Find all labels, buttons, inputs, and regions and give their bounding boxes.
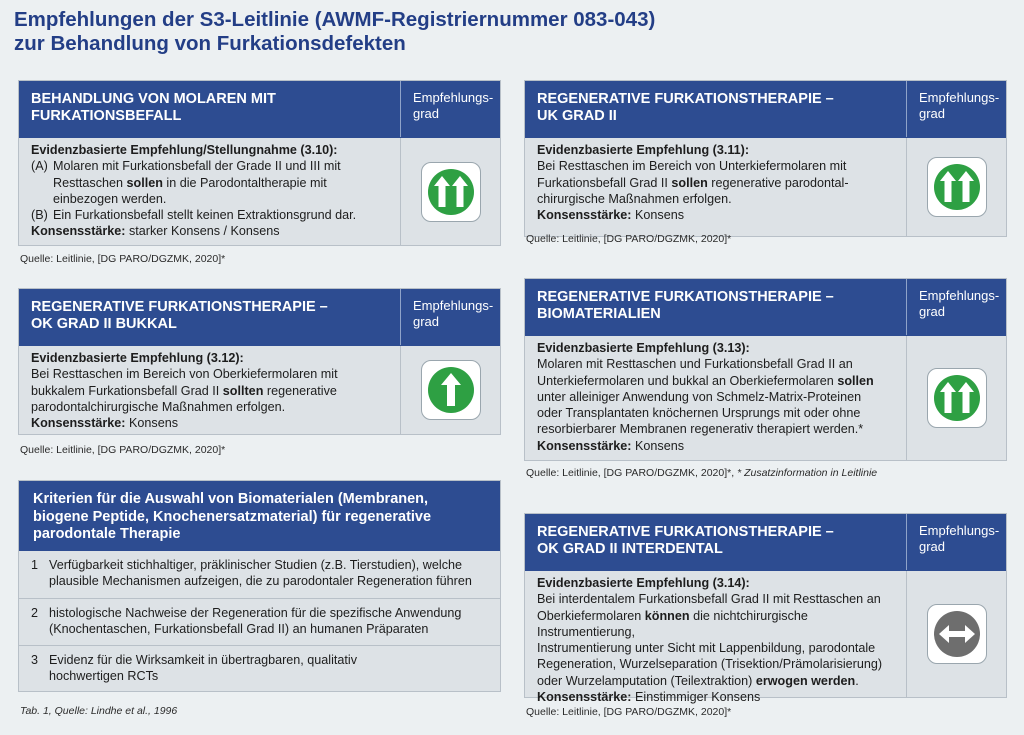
text-run: oder Wurzelamputation (Teilextraktion) <box>537 673 756 688</box>
text-run: Furkationsbefall Grad II <box>537 175 672 190</box>
text-line <box>537 175 900 191</box>
card-body <box>525 571 1006 705</box>
source-note: Quelle: Leitlinie, [DG PARO/DGZMK, 2020]* <box>20 444 226 456</box>
recommendation-heading: Evidenzbasierte Empfehlung (3.14): <box>537 576 750 590</box>
source-note <box>20 705 177 718</box>
source-note: Quelle: Leitlinie, [DG PARO/DGZMK, 2020]* <box>526 706 732 718</box>
page-title-line-1: Empfehlungen der S3-Leitlinie (AWMF-Registriernummer 083-043) <box>14 8 656 31</box>
text-line: resorbierbarer Membranen regenerativ therapiert werden.* <box>537 422 864 437</box>
text-line <box>537 608 900 641</box>
grade-header <box>906 279 1006 335</box>
card-title <box>525 279 906 335</box>
card-ok-grad-ii-bukkal <box>18 288 501 435</box>
card-header <box>19 81 500 138</box>
source-text: Tab. 1, Quelle: Lindhe et al., 1996 <box>20 705 178 717</box>
recommendation-heading: Evidenzbasierte Empfehlung (3.12): <box>31 351 244 365</box>
konsens-value: Konsens <box>631 208 685 223</box>
card-title <box>525 81 906 137</box>
card-molaren-furkationsbefall <box>18 80 501 246</box>
recommendation-heading: Evidenzbasierte Empfehlung (3.13): <box>537 341 750 355</box>
point-text: Ein Furkationsbefall stellt keinen Extraktionsgrund dar. <box>53 208 357 223</box>
text-line <box>537 373 900 389</box>
criteria-text <box>49 605 461 639</box>
criteria-line: hochwertigen RCTs <box>49 668 159 683</box>
card-header <box>525 514 1006 571</box>
grade-header <box>906 81 1006 137</box>
grade-header-line: grad <box>413 106 440 121</box>
criteria-line: plausible Mechanismen aufzeigen, die zu parodontaler Regeneration führen <box>49 573 472 588</box>
page-title <box>14 8 655 56</box>
grade-cell <box>906 138 1006 236</box>
grade-header <box>400 81 500 137</box>
point-b <box>31 207 394 223</box>
card-title <box>525 514 906 570</box>
point-label: (A) <box>31 159 48 174</box>
text-line <box>31 383 394 399</box>
emphasis: sollen <box>671 175 708 190</box>
point-text <box>53 175 327 191</box>
card-body <box>525 138 1006 236</box>
card-title-line: OK GRAD II BUKKAL <box>31 316 177 332</box>
text-line: unter alleiniger Anwendung von Schmelz-Matrix-Proteinen <box>537 389 862 404</box>
card-header <box>525 81 1006 138</box>
criteria-title-line: parodontale Therapie <box>33 526 181 542</box>
criteria-line: histologische Nachweise der Regeneration für die spezifische Anwendung <box>49 605 462 620</box>
criteria-line: Evidenz für die Wirksamkeit in übertragbaren, qualitativ <box>49 652 357 667</box>
criteria-title <box>19 481 500 551</box>
grade-header-line: grad <box>919 304 946 319</box>
double-sided-arrow-icon <box>927 604 987 664</box>
text-line: Regeneration, Wurzelseparation (Trisektion/Prämolarisierung) <box>537 657 883 672</box>
source-footnote: * Zusatzinformation in Leitlinie <box>737 467 878 479</box>
konsens-label: Konsensstärke: <box>31 224 126 239</box>
recommendation-text <box>525 571 906 705</box>
indent-spacer <box>31 175 53 191</box>
konsens-label: Konsensstärke: <box>537 690 632 705</box>
criteria-number: 2 <box>31 605 39 620</box>
card-uk-grad-ii <box>524 80 1007 237</box>
grade-header-line: Empfehlungs- <box>919 90 1000 105</box>
konsens-value: Konsens <box>631 438 685 453</box>
konsens-value: Konsens <box>125 416 179 431</box>
card-body <box>19 346 500 434</box>
point-a-cont <box>31 175 394 191</box>
grade-header-line: Empfehlungs- <box>413 298 494 313</box>
konsens-line <box>537 689 900 705</box>
double-up-arrow-icon <box>927 368 987 428</box>
text-run: . <box>855 673 859 688</box>
text-run: in die Parodontaltherapie mit <box>162 175 327 190</box>
card-title-line: BIOMATERIALIEN <box>537 306 661 322</box>
grade-header <box>906 514 1006 570</box>
emphasis: sollen <box>837 373 874 388</box>
grade-header-line: grad <box>413 314 440 329</box>
criteria-number: 1 <box>31 557 39 572</box>
text-line: Bei Resttaschen im Bereich von Oberkiefermolaren mit <box>31 367 338 382</box>
emphasis: können <box>644 608 690 623</box>
konsens-line <box>31 415 394 431</box>
card-header <box>525 279 1006 336</box>
konsens-label: Konsensstärke: <box>537 438 632 453</box>
konsens-value: starker Konsens / Konsens <box>125 224 280 239</box>
recommendation-heading: Evidenzbasierte Empfehlung (3.11): <box>537 143 750 157</box>
criteria-number: 3 <box>31 652 39 667</box>
criteria-table <box>18 480 501 692</box>
konsens-value: Einstimmiger Konsens <box>631 690 761 705</box>
grade-header-line: Empfehlungs- <box>919 523 1000 538</box>
indent-spacer <box>31 191 53 207</box>
criteria-text <box>49 557 472 592</box>
card-header <box>19 289 500 346</box>
text-line: Bei Resttaschen im Bereich von Unterkiefermolaren mit <box>537 159 847 174</box>
double-up-arrow-icon <box>421 162 481 222</box>
criteria-line: Verfügbarkeit stichhaltiger, präklinischer Studien (z.B. Tierstudien), welche <box>49 557 462 572</box>
konsens-label: Konsensstärke: <box>537 208 632 223</box>
konsens-label: Konsensstärke: <box>31 416 126 431</box>
point-text: einbezogen werden. <box>53 191 167 206</box>
text-run: regenerative parodontal- <box>707 175 849 190</box>
grade-cell <box>906 336 1006 460</box>
grade-cell <box>400 138 500 245</box>
grade-cell <box>400 346 500 434</box>
emphasis: sollten <box>222 383 264 398</box>
text-run: die nichtchirurgische Instrumentierung, <box>537 608 808 639</box>
point-a <box>31 158 394 174</box>
single-up-arrow-icon <box>421 360 481 420</box>
konsens-line <box>537 438 900 454</box>
text-run: bukkalem Furkationsbefall Grad II <box>31 383 223 398</box>
source-text: Quelle: Leitlinie, [DG PARO/DGZMK, 2020]*, <box>526 467 738 479</box>
criteria-row <box>19 598 500 645</box>
criteria-text <box>49 652 357 685</box>
emphasis: erwogen werden <box>755 673 856 688</box>
criteria-title-line: Kriterien für die Auswahl von Biomaterialen (Membranen, <box>33 491 429 507</box>
card-biomaterialien <box>524 278 1007 461</box>
grade-header-line: grad <box>919 539 946 554</box>
card-title-line: REGENERATIVE FURKATIONSTHERAPIE – <box>537 91 834 107</box>
card-title-line: OK GRAD II INTERDENTAL <box>537 541 723 557</box>
text-line: parodontalchirurgische Maßnahmen erfolgen. <box>31 399 286 414</box>
criteria-line: (Knochentaschen, Furkationsbefall Grad II) an humanen Präparaten <box>49 621 429 636</box>
criteria-row <box>19 645 500 691</box>
grade-cell <box>906 571 1006 697</box>
double-up-arrow-icon <box>927 157 987 217</box>
criteria-title-line: biogene Peptide, Knochenersatzmaterial) für regenerative <box>33 508 432 525</box>
point-a-cont <box>31 191 394 207</box>
card-title-line: REGENERATIVE FURKATIONSTHERAPIE – <box>537 524 834 540</box>
card-body <box>525 336 1006 460</box>
text-line: Bei interdentalem Furkationsbefall Grad II mit Resttaschen an <box>537 592 881 607</box>
recommendation-text <box>19 138 400 245</box>
card-title-line: BEHANDLUNG VON MOLAREN MIT <box>31 91 276 107</box>
criteria-row <box>19 551 500 598</box>
page-title-line-2: zur Behandlung von Furkationsdefekten <box>14 32 406 55</box>
grade-header-line: Empfehlungs- <box>919 288 1000 303</box>
card-title-line: REGENERATIVE FURKATIONSTHERAPIE – <box>31 299 328 315</box>
card-body <box>19 138 500 245</box>
recommendation-text <box>525 138 906 236</box>
konsens-line <box>31 223 394 239</box>
text-line: chirurgische Maßnahmen erfolgen. <box>537 191 732 206</box>
grade-header-line: grad <box>919 106 946 121</box>
card-title <box>19 81 400 137</box>
text-line: Instrumentierung unter Sicht mit Lappenbildung, parodontale <box>537 641 876 656</box>
text-line: Molaren mit Resttaschen und Furkationsbefall Grad II an <box>537 357 853 372</box>
card-ok-grad-ii-interdental <box>524 513 1007 705</box>
text-line: oder Transplantaten knöchernen Ursprungs mit oder ohne <box>537 406 861 421</box>
recommendation-text <box>525 336 906 460</box>
point-label: (B) <box>31 208 48 223</box>
card-title-line: FURKATIONSBEFALL <box>31 108 182 124</box>
recommendation-heading: Evidenzbasierte Empfehlung/Stellungnahme (3.10): <box>31 143 338 157</box>
source-note: Quelle: Leitlinie, [DG PARO/DGZMK, 2020]* <box>526 233 732 245</box>
card-title <box>19 289 400 345</box>
point-text: Molaren mit Furkationsbefall der Grade II und III mit <box>53 159 341 174</box>
emphasis: sollen <box>126 175 163 190</box>
source-note <box>526 467 877 480</box>
text-line <box>537 673 900 689</box>
text-run: Unterkiefermolaren und bukkal an Oberkiefermolaren <box>537 373 838 388</box>
text-run: Oberkiefermolaren <box>537 608 645 623</box>
text-run: Resttaschen <box>53 175 127 190</box>
card-title-line: UK GRAD II <box>537 108 617 124</box>
konsens-line <box>537 207 900 223</box>
grade-header <box>400 289 500 345</box>
grade-header-line: Empfehlungs- <box>413 90 494 105</box>
card-title-line: REGENERATIVE FURKATIONSTHERAPIE – <box>537 289 834 305</box>
source-note: Quelle: Leitlinie, [DG PARO/DGZMK, 2020]* <box>20 253 226 265</box>
recommendation-text <box>19 346 400 434</box>
text-run: regenerative <box>263 383 337 398</box>
